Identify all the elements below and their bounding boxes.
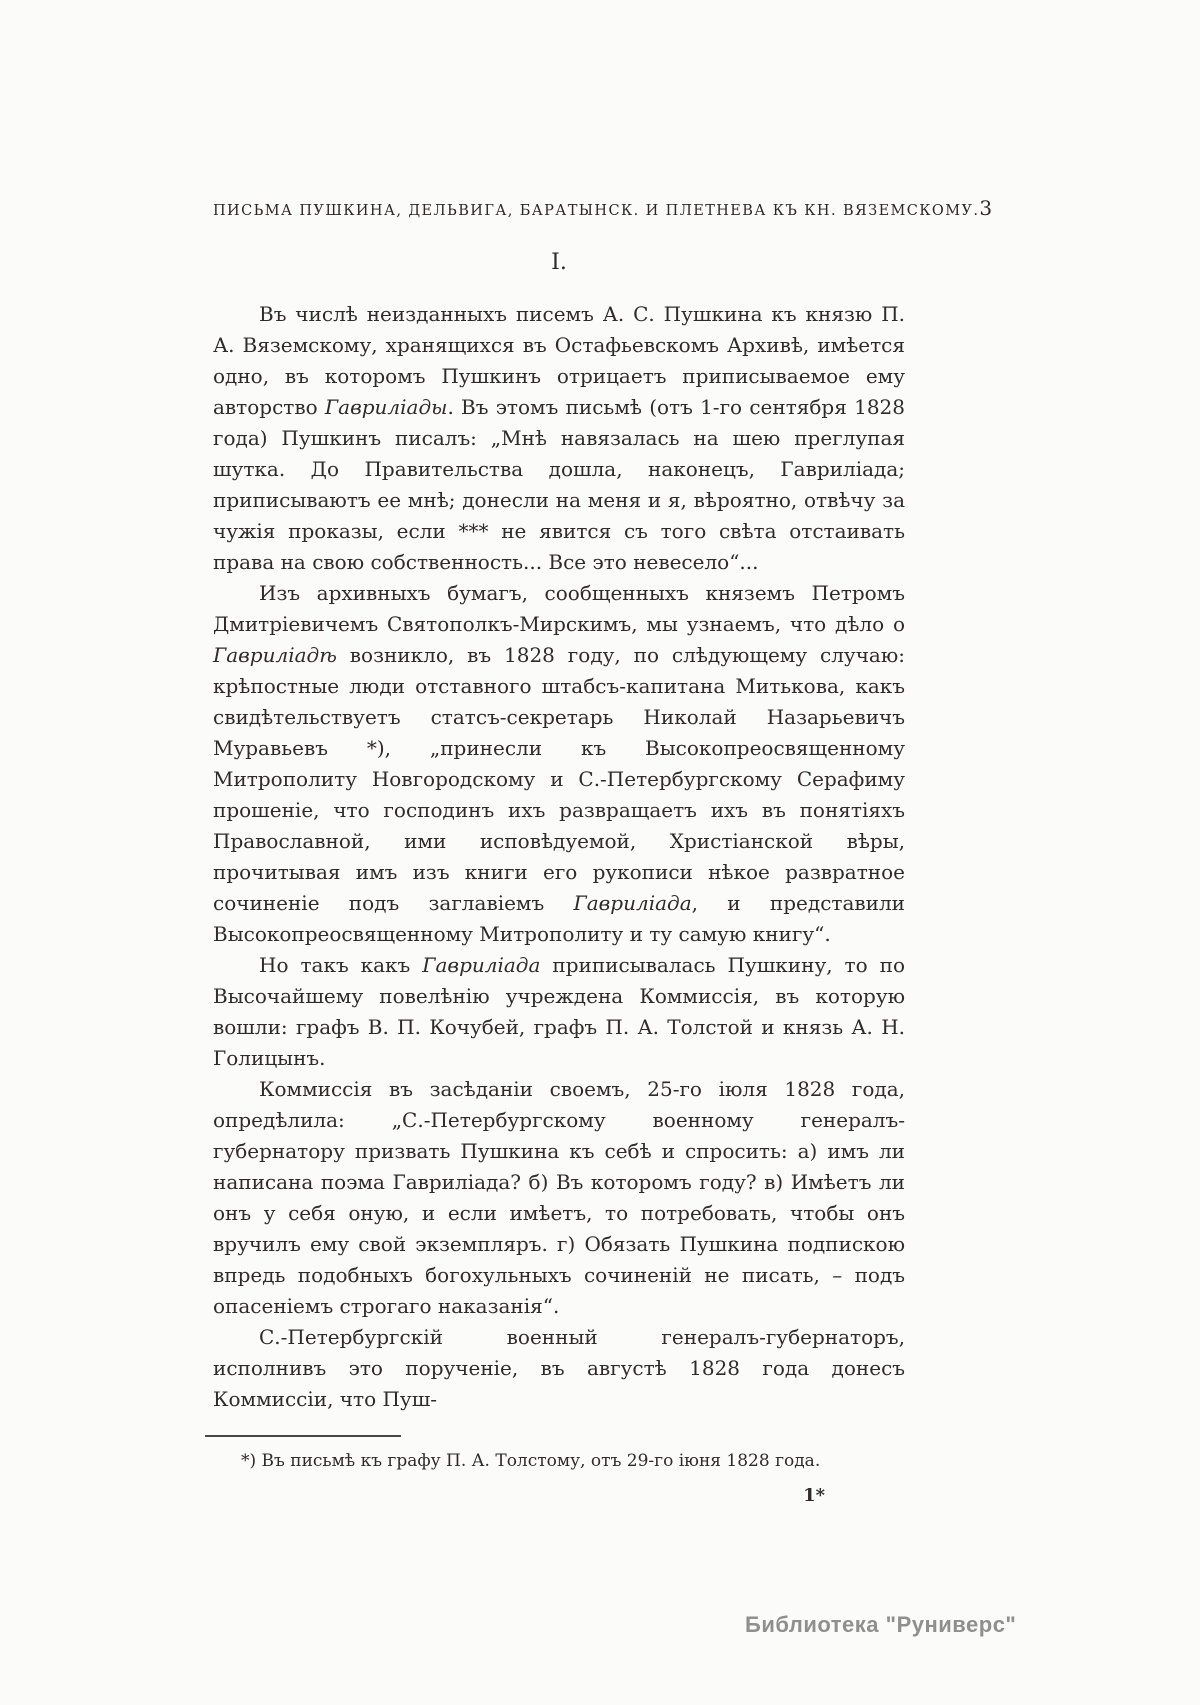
text-segment: , и представили Высокопреосвященному Митрополиту и ту самую книгу“. (213, 891, 906, 946)
watermark: Библиотека "Руниверс" (745, 1612, 1017, 1637)
text-segment: С.-Петербургскій военный генералъ-губернаторъ, исполнивъ это порученіе, въ августѣ 1828 года донесъ Коммиссіи, что Пуш- (213, 1325, 905, 1411)
section-numeral: I. (551, 250, 567, 275)
body-text (213, 299, 905, 1415)
text-segment: возникло, въ 1828 году, по слѣдующему случаю: крѣпостные люди отставного штабсъ-капитана Митькова, какъ свидѣтельствуетъ статсъ-секретарь Николай Назарьевичъ Муравьевъ *), „принесли къ Высокопреосвященному Митрополиту Новгородскому и С.-Петербургскому Серафиму прошеніе, что господинъ ихъ развращаетъ ихъ въ понятіяхъ Православной, ими исповѣдуемой, Христіанской вѣры, прочитывая имъ изъ книги его рукописи нѣкое развратное сочиненіе подъ заглавіемъ (213, 643, 905, 915)
italic-text-segment: Гавриліадѣ (213, 643, 337, 667)
text-segment: Изъ архивныхъ бумагъ, сообщенныхъ княземъ Петромъ Дмитріевичемъ Святополкъ-Мирскимъ, мы узнаемъ, что дѣло о (213, 581, 905, 636)
footnote: *) Въ письмѣ къ графу П. А. Толстому, отъ 29-го іюня 1828 года. (241, 1451, 821, 1471)
page-number: 3 (979, 196, 993, 220)
italic-text-segment: Гавриліады (324, 395, 448, 419)
running-header (213, 196, 993, 220)
paragraph (213, 950, 905, 1074)
italic-text-segment: Гавриліада (422, 953, 541, 977)
text-segment: Но такъ какъ (259, 953, 423, 977)
text-segment: . Въ этомъ письмѣ (отъ 1-го сентября 1828 года) Пушкинъ писалъ: „Мнѣ навязалась на шею преглупая шутка. До Правительства дошла, наконецъ, Гавриліада; приписываютъ ее мнѣ; донесли на меня и я, вѣроятно, отвѣчу за чужія проказы, если *** не явится съ того свѣта отстаивать права на свою собственность... Все это невесело“... (213, 395, 906, 574)
text-segment: Коммиссія въ засѣданіи своемъ, 25-го іюля 1828 года, опредѣлила: „С.-Петербургскому военному генералъ-губернатору призвать Пушкина къ себѣ и спросить: а) имъ ли написана поэма Гавриліада? б) Въ которомъ году? в) Имѣетъ ли онъ у себя оную, и если имѣетъ, то потребовать, чтобы онъ вручилъ ему свой экземпляръ. г) Обязать Пушкина подпискою впредь подобныхъ богохульныхъ сочиненій не писать, – подъ опасеніемъ строгаго наказанія“. (213, 1077, 905, 1318)
printer-signature: 1* (803, 1485, 825, 1506)
footnote-separator (205, 1435, 401, 1437)
paragraph (213, 1074, 905, 1322)
text-segment: Въ числѣ неизданныхъ писемъ А. С. Пушкина къ князю П. А. Вяземскому, хранящихся въ Остафьевскомъ Архивѣ, имѣется одно, въ которомъ Пушкинъ отрицаетъ приписываемое ему авторство (213, 302, 905, 419)
text-column (213, 196, 993, 1506)
paragraph (213, 299, 905, 578)
header-title: ПИСЬМА ПУШКИНА, ДЕЛЬВИГА, БАРАТЫНСК. И ПЛЕТНЕВА КЪ КН. ВЯЗЕМСКОМУ. (213, 203, 980, 219)
text-segment: приписывалась Пушкину, то по Высочайшему повелѣнію учреждена Коммиссія, въ которую вошли: графъ В. П. Кочубей, графъ П. А. Толстой и князь А. Н. Голицынъ. (213, 953, 906, 1070)
italic-text-segment: Гавриліада (573, 891, 692, 915)
paragraph (213, 578, 905, 950)
paragraph (213, 1322, 905, 1415)
